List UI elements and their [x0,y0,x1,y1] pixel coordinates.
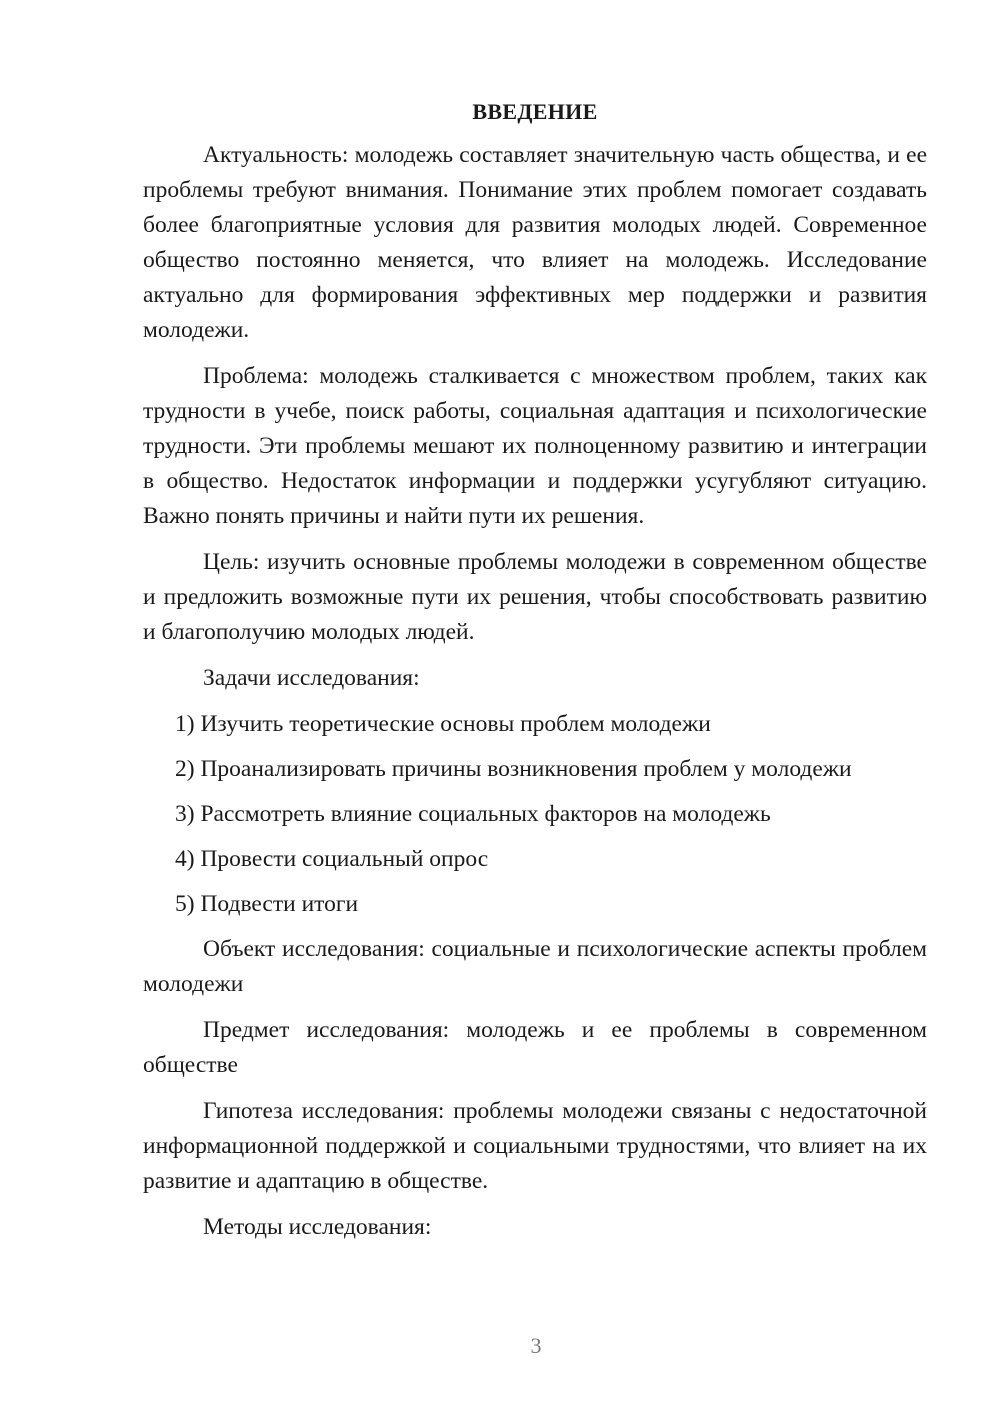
goal-paragraph: Цель: изучить основные проблемы молодежи в современном обществе и предложить возможные пути их решения, чтобы способствовать развитию и благополучию молодых людей. [143,549,927,645]
hypothesis-paragraph: Гипотеза исследования: проблемы молодежи связаны с недостаточной информационной поддержкой и социальными трудностями, что влияет на их развитие и адаптацию в обществе. [143,1098,927,1194]
tasks-heading: Задачи исследования: [203,665,420,691]
list-item: 4) Провести социальный опрос [175,846,489,872]
relevance-paragraph: Актуальность: молодежь составляет значительную часть общества, и ее проблемы требуют внимания. Понимание этих проблем помогает создавать более благоприятные условия для развития молодых людей. Современное общество постоянно меняется, что влияет на молодежь. Исследование актуально для формирования эффективных мер поддержки и развития молодежи. [143,142,927,343]
page-number: 3 [530,1333,542,1358]
object-paragraph: Объект исследования: социальные и психологические аспекты проблем молодежи [143,936,927,997]
page-title: ВВЕДЕНИЕ [472,99,598,124]
methods-heading: Методы исследования: [203,1214,432,1240]
subject-paragraph: Предмет исследования: молодежь и ее проблемы в современном обществе [143,1017,927,1078]
problem-paragraph: Проблема: молодежь сталкивается с множеством проблем, таких как трудности в учебе, поиск работы, социальная адаптация и психологические трудности. Эти проблемы мешают их полноценному развитию и интеграции в общество. Недостаток информации и поддержки усугубляют ситуацию. Важно понять причины и найти пути их решения. [143,363,927,529]
tasks-list [143,707,927,922]
list-item: 5) Подвести итоги [175,891,359,917]
document-body [143,94,927,1256]
list-item: 2) Проанализировать причины возникновения проблем у молодежи [175,756,852,782]
list-item: 3) Рассмотреть влияние социальных факторов на молодежь [175,801,771,827]
list-item: 1) Изучить теоретические основы проблем молодежи [175,711,711,737]
